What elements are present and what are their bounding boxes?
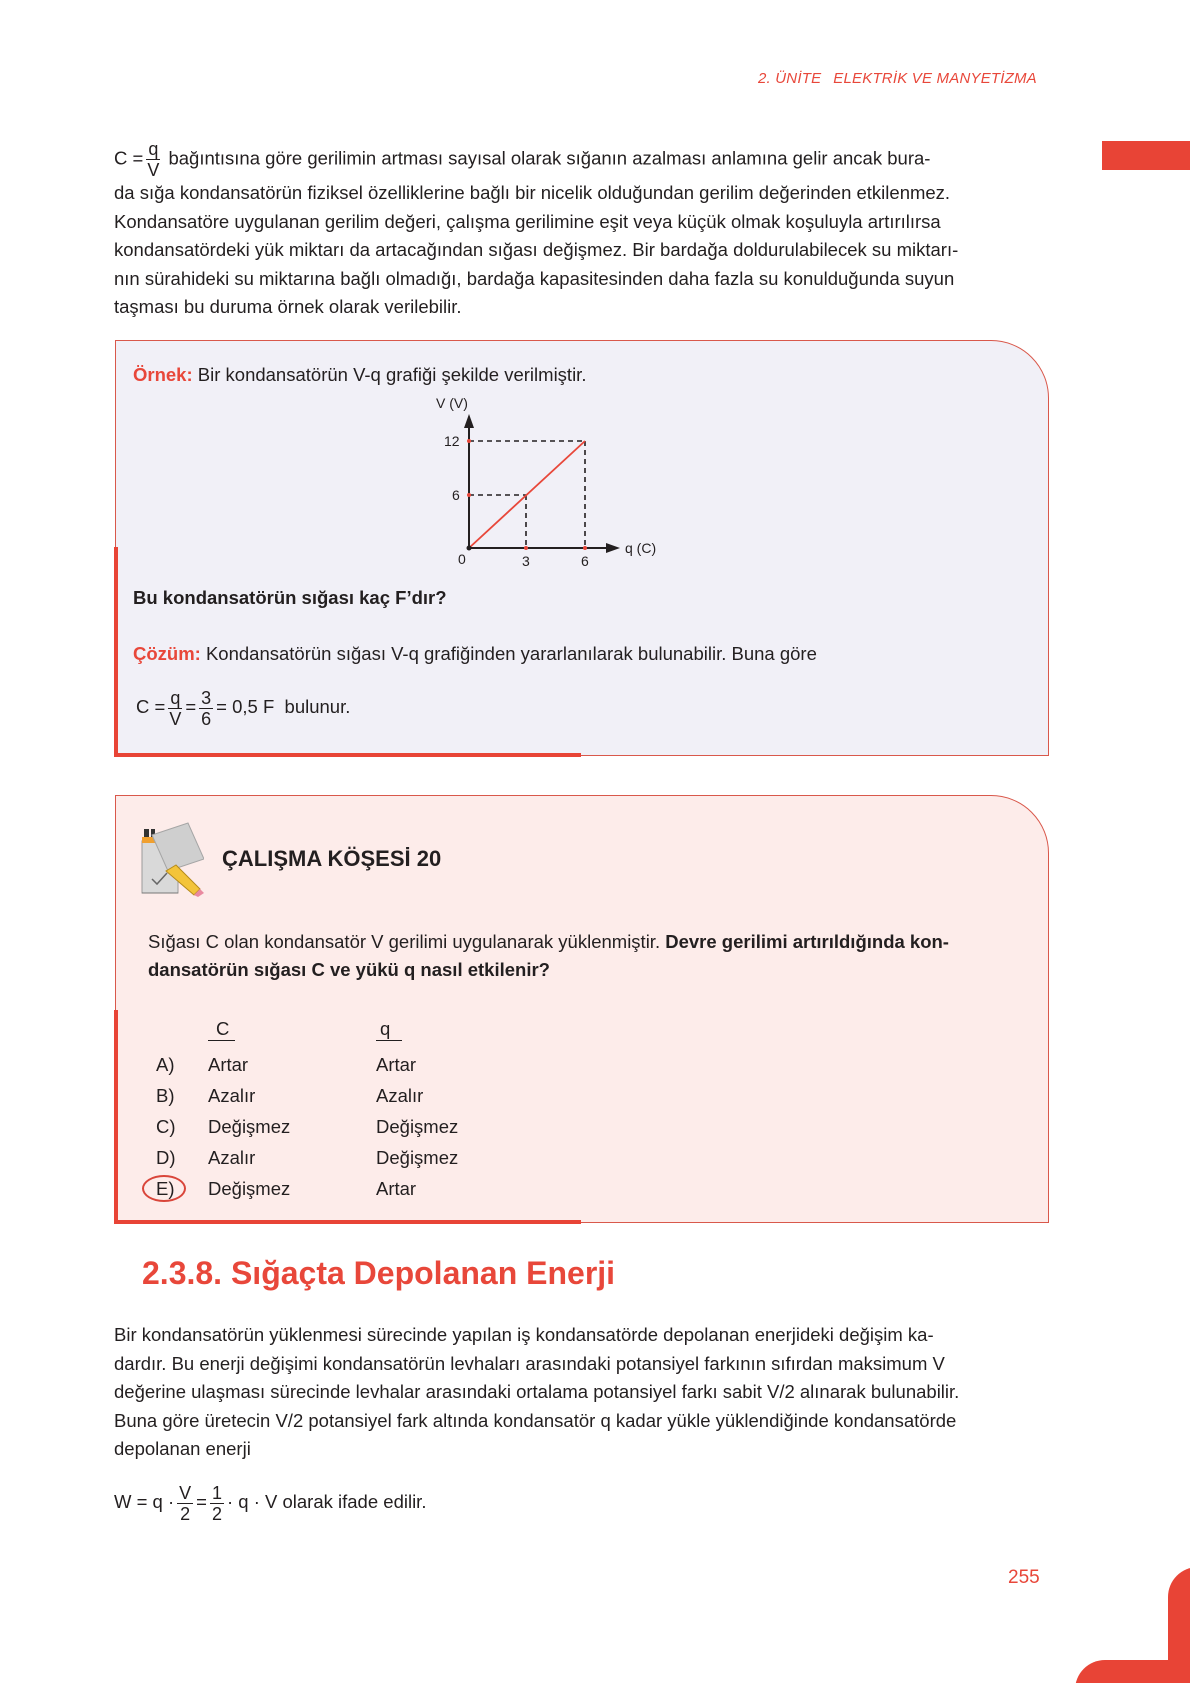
intro-line: nın sürahideki su miktarına bağlı olmadığı, bardağa kapasitesinden daha fazla su konulduğunda suyun [114, 267, 955, 289]
unit-number: 2. ÜNİTE [758, 70, 822, 87]
example-statement: Örnek: Bir kondansatörün V-q grafiği şekilde verilmiştir. [133, 364, 587, 385]
intro-line: taşması bu duruma örnek olarak verilebilir. [114, 296, 462, 317]
accent-bar-bottom [114, 753, 581, 757]
example-box [115, 340, 1049, 756]
work-corner-title: ÇALIŞMA KÖŞESİ 20 [222, 846, 442, 871]
x-axis-label: q (C) [625, 540, 657, 556]
work-corner-box: ÇALIŞMA KÖŞESİ 20 Sığası C olan kondansatör V gerilimi uygulanarak yüklenmiştir. Devre gerilimi artırıldığında kon- dansatörün sığası C ve yükü q nasıl etkilenir? C q A) Artar Artar B) Azalır Azalır C) Değişmez Değişmez D) Azalır Değişmez E) Değişmez Artar [115, 795, 1049, 1223]
intro-line: kondansatördeki yük miktarı da artacağından sığası değişmez. Bir bardağa doldurulabilecek su miktarı- [114, 239, 959, 260]
running-header [758, 70, 1037, 87]
intro-line: da sığa kondansatörün fiziksel özelliklerine bağlı bir nicelik olduğundan gerilim değerinden etkilenmez. [114, 182, 951, 203]
svg-text:3: 3 [522, 553, 530, 569]
intro-paragraph [114, 140, 1034, 322]
accent-bar-left [114, 1010, 118, 1224]
example-question: Bu kondansatörün sığası kaç F’dır? [133, 587, 447, 608]
section-title: 2.3.8. Sığaçta Depolanan Enerji [142, 1255, 616, 1291]
svg-text:0: 0 [458, 551, 466, 567]
solution-statement: Çözüm: Kondansatörün sığası V-q grafiğinden yararlanılarak bulunabilir. Buna göre [133, 643, 817, 664]
svg-text:6: 6 [581, 553, 589, 569]
svg-text:12: 12 [444, 433, 460, 449]
svg-text:6: 6 [452, 487, 460, 503]
intro-line: Kondansatöre uygulanan gerilim değeri, çalışma gerilimine eşit veya küçük olmak koşuluyla artırılırsa [114, 210, 941, 232]
y-axis-label: V (V) [436, 396, 468, 411]
solution-label: Çözüm: [133, 643, 201, 664]
notebook-pencil-icon [140, 821, 204, 897]
fraction-q-over-v: $\frac{q}{V}$ [147, 139, 160, 180]
energy-formula: W = q · $\frac{V}{2}$ = $\frac{1}{2}$ · q · V olarak ifade edilir. [114, 1482, 427, 1524]
accent-bar-bottom [114, 1220, 581, 1224]
y-axis-arrow-icon [464, 414, 474, 428]
accent-bar-left [114, 547, 118, 757]
solution-formula: C = $\frac{q}{V}$ = $\frac{3}{6}$ = 0,5 F bulunur. [136, 687, 351, 729]
data-line [469, 441, 585, 548]
section-line: değerine ulaşması sürecinde levhalar arasındaki ortalama potansiyel farkı sabit V/2 alınarak bulunabilir. [114, 1381, 960, 1402]
unit-title: ELEKTRİK VE MANYETİZMA [833, 70, 1037, 87]
section-line: Bir kondansatörün yüklenmesi sürecinde yapılan iş kondansatörde depolanan enerjideki değişim ka- [114, 1324, 934, 1345]
corner-decoration [1075, 1660, 1190, 1683]
x-axis-arrow-icon [606, 543, 620, 553]
section-line: depolanan enerji [114, 1438, 251, 1459]
intro-line-1: C = $\frac{q}{V}$ bağıntısına göre gerilimin artması sayısal olarak sığanın azalması anlamına gelir ancak bura- [114, 139, 931, 180]
work-question: Sığası C olan kondansatör V gerilimi uygulanarak yüklenmiştir. Devre gerilimi artırıldığında kon- dansatörün sığası C ve yükü q nasıl etkilenir? [148, 931, 949, 980]
section-line: dardır. Bu enerji değişimi kondansatörün levhaları arasındaki potansiyel farkının sıfırdan maksimum V [114, 1352, 945, 1374]
example-label: Örnek: [133, 364, 193, 385]
page-number: 255 [1008, 1567, 1040, 1588]
v-q-graph [436, 396, 666, 586]
section-line: Buna göre üretecin V/2 potansiyel fark altında kondansatör q kadar yükle yüklendiğinde kondansatörde [114, 1409, 957, 1431]
chapter-side-tab [1102, 141, 1190, 170]
section-paragraph [114, 1321, 1034, 1464]
